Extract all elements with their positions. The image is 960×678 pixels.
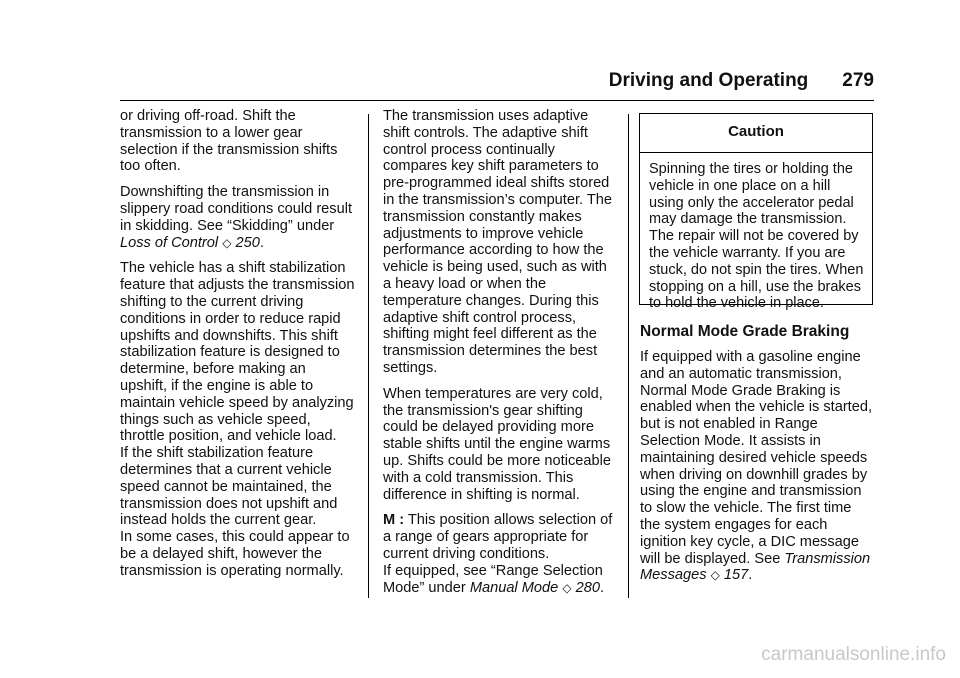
grade-braking-paragraph (640, 349, 880, 584)
section-title: Driving and Operating (608, 70, 809, 91)
paragraph: or driving off-road. Shift the transmission to a lower gear selection if the transmission shifts too often. (120, 108, 338, 175)
paragraph-text: If equipped with a gasoline engine and an automatic transmission, Normal Mode Grade Braking is enabled when the vehicle is started, but is not enabled in Range Selection Mode. It assists in maintaining desired vehicle speeds when driving on downhill grades by using the engine and transmission to slow the vehicle. The first time the system engages for each ignition key cycle, a DIC message will be displayed. See (640, 349, 873, 567)
page-number: 279 (842, 70, 874, 91)
reference-page-number[interactable]: 157 (723, 567, 749, 584)
paragraph: The vehicle has a shift stabilization feature that adjusts the transmission shifting to the current driving conditions in order to reduce rapid upshifts and downshifts. This shift stabilization feature is designed to determine, before making an upshift, if the engine is able to maintain vehicle speed by analyzing things such as vehicle speed, throttle position, and vehicle load. If the shift stabilization feature determines that a current vehicle speed cannot be maintained, the transmission does not upshift and instead holds the current gear. In some cases, this could appear to be a delayed shift, however the transmission is operating normally. (120, 260, 355, 579)
paragraph: The transmission uses adaptive shift controls. The adaptive shift control process continually compares key shift parameters to pre-programmed ideal shifts stored in the transmission’s computer. The transmission constantly makes adjustments to improve vehicle performance according to how the vehicle is being used, such as with a heavy load or when the temperature changes. During this adaptive shift control process, shifting might feel different as the transmission determines the best settings. (383, 108, 613, 376)
manual-position-description (383, 512, 618, 562)
paragraph: When temperatures are very cold, the transmission's gear shifting could be delayed providing more stable shifts until the engine warms up. Shifts could be more noticeable with a cold transmission. This difference in shifting is normal. (383, 385, 611, 503)
position-key-m: M : (383, 512, 405, 529)
cross-reference-link[interactable]: Transmission Messages (640, 550, 871, 584)
paragraph-skidding (120, 184, 358, 251)
column-divider (368, 114, 369, 598)
header-rule (120, 100, 874, 101)
paragraph-text: Downshifting the transmission in slippery road conditions could result in skidding. See “Skidding” under (120, 184, 353, 234)
caution-box (639, 113, 873, 312)
column-divider (628, 114, 629, 598)
reference-page-number[interactable]: 280 (575, 579, 600, 596)
watermark: carmanualsonline.info (761, 644, 946, 665)
paragraph-text: If equipped, see “Range Selection Mode” under (383, 562, 603, 596)
column-1 (120, 108, 358, 589)
page-reference-icon: ◇ (222, 235, 232, 250)
reference-page-number[interactable]: 250 (235, 234, 260, 251)
paragraph-text: This position allows selection of a range of gears appropriate for current driving conditions. (383, 512, 613, 562)
paragraph-range-selection (383, 563, 618, 597)
caution-title: Caution (728, 123, 784, 140)
page-reference-icon: ◇ (562, 580, 572, 595)
cross-reference-link[interactable]: Loss of Control (120, 234, 219, 251)
section-heading: Normal Mode Grade Braking (640, 323, 850, 340)
column-2 (383, 108, 618, 605)
page-reference-icon: ◇ (710, 568, 720, 583)
period: . (599, 579, 605, 596)
page-header (609, 70, 874, 92)
cross-reference-link[interactable]: Manual Mode (469, 579, 559, 596)
caution-body: Spinning the tires or holding the vehicle in one place on a hill using only the accelerator pedal may damage the transmission. The repair will not be covered by the vehicle warranty. If you are stuck, do not spin the tires. When stopping on a hill, use the brakes to hold the vehicle in place. (649, 161, 864, 312)
period: . (259, 234, 264, 251)
period: . (748, 567, 753, 584)
